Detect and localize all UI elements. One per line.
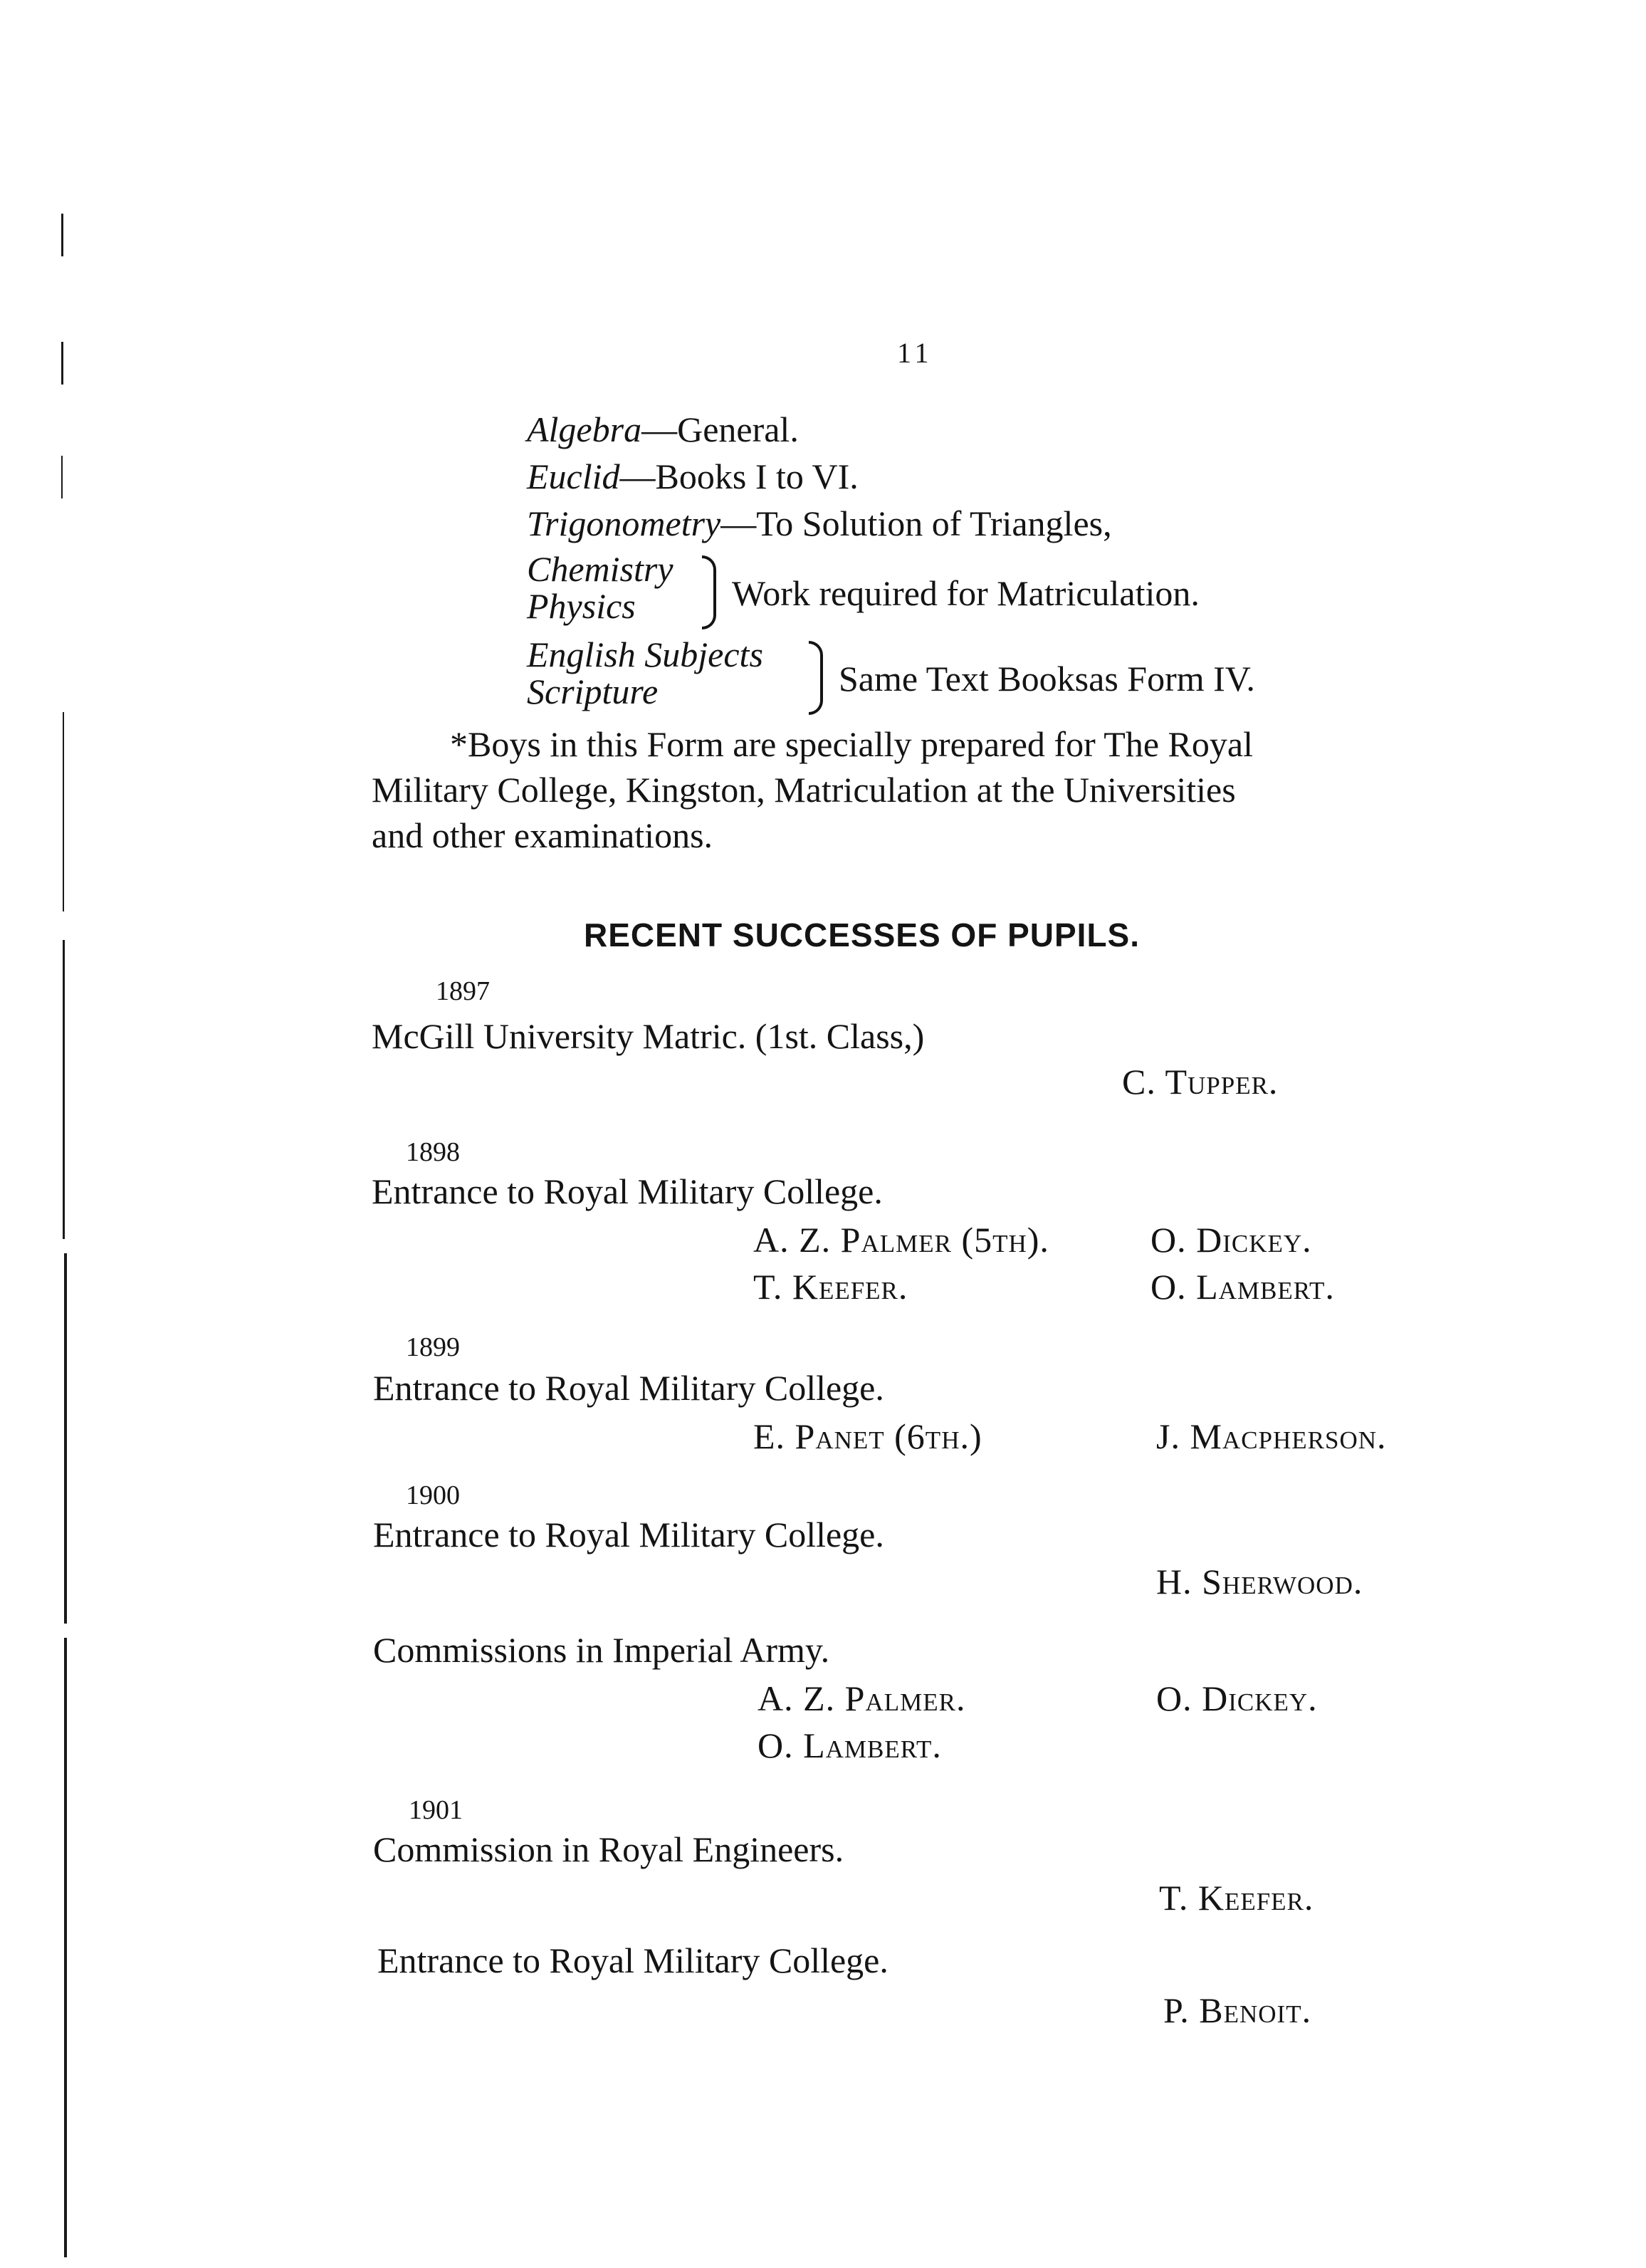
entry-1901-rmc: Entrance to Royal Military College. [377, 1940, 888, 1980]
year-1898: 1898 [406, 1137, 460, 1167]
pupil-name: J. Macpherson. [1156, 1416, 1387, 1456]
subject-text: —To Solution of Triangles, [720, 503, 1112, 543]
binding-edge [61, 342, 63, 385]
entry-1897: McGill University Matric. (1st. Class,) [372, 1016, 925, 1056]
section-heading: RECENT SUCCESSES OF PUPILS. [584, 916, 1141, 953]
subject-algebra [527, 409, 799, 449]
subject-english: English Subjects [527, 634, 763, 674]
pupil-name: P. Benoit. [1163, 1990, 1312, 2030]
subject-scripture: Scripture [527, 671, 659, 711]
footnote-line-3: and other examinations. [372, 815, 713, 855]
subject-chemistry: Chemistry [527, 549, 673, 589]
entry-1900-commissions: Commissions in Imperial Army. [373, 1630, 830, 1670]
binding-edge [61, 214, 63, 256]
brace-chemistry-physics [702, 555, 716, 629]
group-text-matriculation: Work required for Matriculation. [732, 573, 1200, 613]
pupil-name: O. Dickey. [1156, 1678, 1318, 1718]
pupil-name: E. Panet (6th.) [753, 1416, 982, 1456]
footnote-line-2: Military College, Kingston, Matriculation at the Universities [372, 770, 1236, 810]
year-1901: 1901 [409, 1795, 463, 1825]
pupil-name: A. Z. Palmer (5th). [753, 1220, 1049, 1260]
subject-name: Algebra [527, 409, 642, 449]
entry-1898: Entrance to Royal Military College. [372, 1171, 883, 1211]
subject-name: Euclid [527, 456, 620, 496]
page-number: 11 [897, 337, 933, 369]
binding-edge [63, 712, 64, 911]
binding-edge [63, 940, 65, 1239]
pupil-name: O. Lambert. [758, 1725, 942, 1765]
binding-edge [64, 1638, 67, 2257]
binding-edge [64, 1253, 67, 1624]
pupil-name: A. Z. Palmer. [758, 1678, 966, 1718]
year-1900: 1900 [406, 1480, 460, 1510]
subject-name: Trigonometry [527, 503, 721, 543]
pupil-name: C. Tupper. [1122, 1062, 1279, 1102]
subject-physics: Physics [527, 586, 636, 626]
binding-edge [61, 456, 63, 498]
entry-1901: Commission in Royal Engineers. [373, 1829, 844, 1869]
entry-1900: Entrance to Royal Military College. [373, 1515, 884, 1554]
brace-english-scripture [809, 641, 823, 715]
year-1899: 1899 [406, 1332, 460, 1362]
pupil-name: O. Dickey. [1150, 1220, 1312, 1260]
subject-text: —General. [641, 409, 799, 449]
subject-text: —Books I to VI. [619, 456, 859, 496]
pupil-name: T. Keefer. [753, 1267, 908, 1307]
subject-trigonometry [527, 503, 1112, 543]
group-text-form-iv: Same Text Booksas Form IV. [839, 659, 1255, 699]
pupil-name: T. Keefer. [1159, 1878, 1314, 1918]
footnote-line-1: *Boys in this Form are specially prepared for The Royal [450, 724, 1253, 764]
entry-1899: Entrance to Royal Military College. [373, 1368, 884, 1408]
year-1897: 1897 [436, 976, 490, 1006]
pupil-name: O. Lambert. [1150, 1267, 1335, 1307]
pupil-name: H. Sherwood. [1156, 1562, 1363, 1601]
subject-euclid [527, 456, 859, 496]
